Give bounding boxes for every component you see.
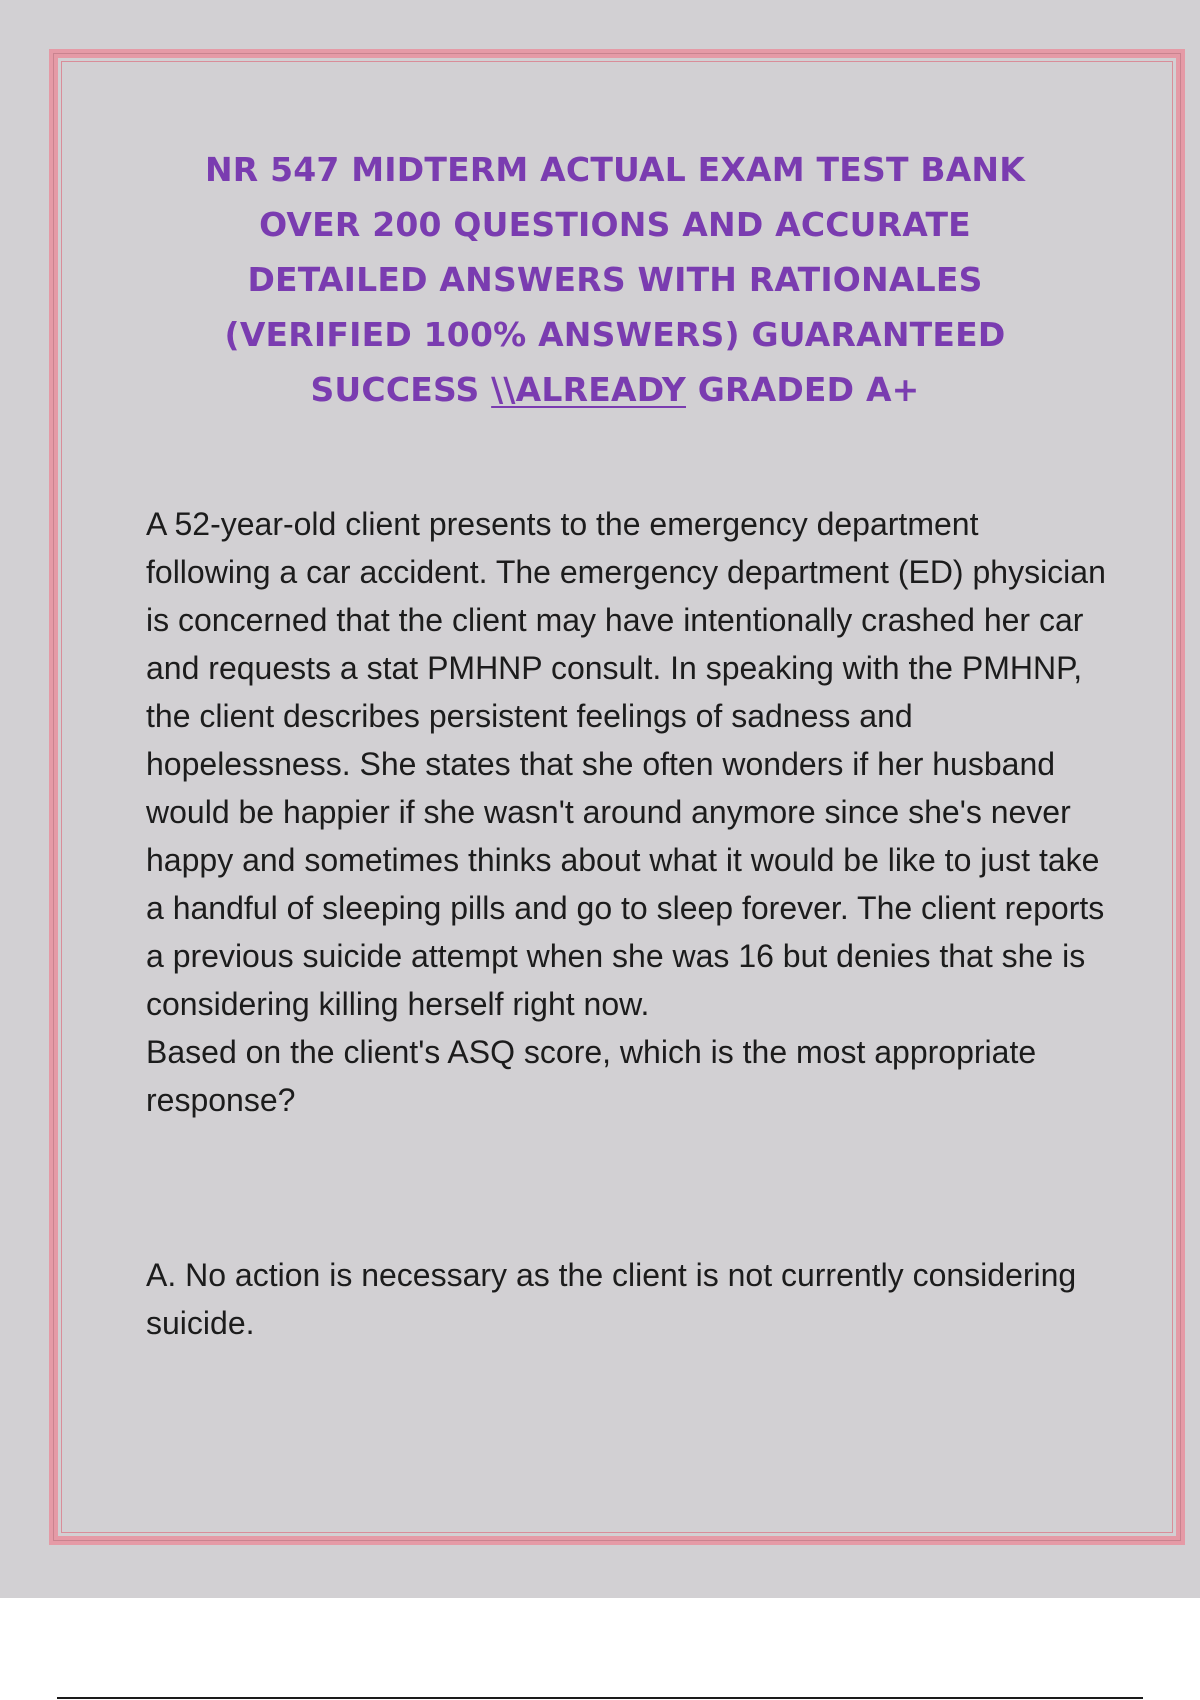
title-line-3: DETAILED ANSWERS WITH RATIONALES xyxy=(247,260,983,299)
title-line-1: NR 547 MIDTERM ACTUAL EXAM TEST BANK xyxy=(204,150,1026,189)
title-line-4: (VERIFIED 100% ANSWERS) GUARANTEED xyxy=(224,315,1006,354)
title-line-5-underlined: \\ALREADY xyxy=(491,370,686,409)
title-line-5-prefix: SUCCESS xyxy=(310,370,492,409)
question-text: A 52-year-old client presents to the emergency department following a car accident. The emergency department (ED) physician is concerned that the client may have intentionally crashed her car and requests a stat PMHNP consult. In speaking with the PMHNP, the client describes persistent feelings of sadness and hopelessness. She states that she often wonders if her husband would be happier if she wasn't around anymore since she's never happy and sometimes thinks about what it would be like to just take a handful of sleeping pills and go to sleep forever. The client reports a previous suicide attempt when she was 16 but denies that she is considering killing herself right now. xyxy=(146,506,1106,1022)
question-block xyxy=(146,500,1106,1124)
title-line-5-suffix: GRADED A+ xyxy=(686,370,920,409)
footer-divider xyxy=(57,1697,1143,1699)
answer-option-a-text: A. No action is necessary as the client is not currently considering suicide. xyxy=(146,1257,1077,1341)
answer-option-a xyxy=(146,1219,1106,1379)
title-line-2: OVER 200 QUESTIONS AND ACCURATE xyxy=(259,205,971,244)
question-prompt: Based on the client's ASQ score, which is the most appropriate response? xyxy=(146,1034,1037,1118)
document-title xyxy=(120,142,1110,417)
